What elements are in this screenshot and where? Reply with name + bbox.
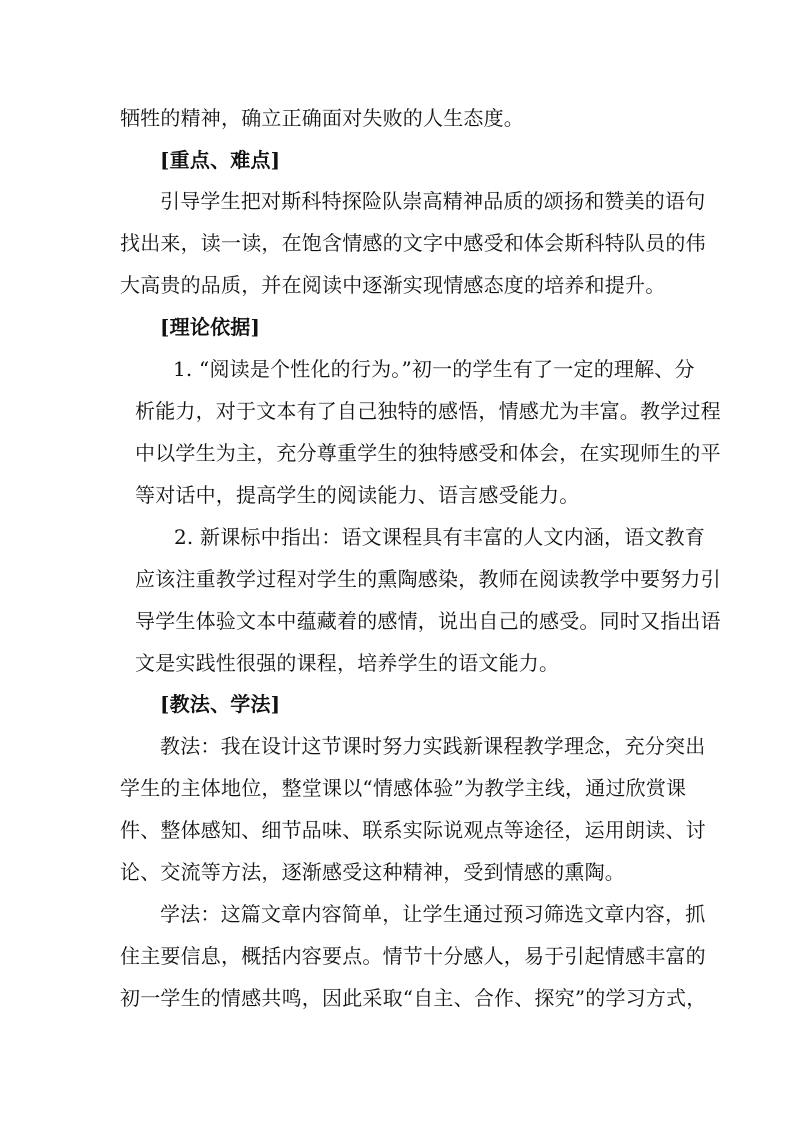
list-item-line: 2. 新课标中指出：语文课程具有丰富的人文内涵，语文教育 — [174, 525, 706, 549]
paragraph-line: 大高贵的品质，并在阅读中逐渐实现情感态度的培养和提升。 — [120, 273, 666, 297]
paragraph-line: 住主要信息，概括内容要点。情节十分感人，易于引起情感丰富的 — [120, 944, 706, 968]
paragraph-line: 论、交流等方法，逐渐感受这种精神，受到情感的熏陶。 — [120, 860, 625, 884]
list-item-line: 1. “阅读是个性化的行为。”初一的学生有了一定的理解、分 — [173, 357, 695, 381]
list-item-line: 等对话中，提高学生的阅读能力、语言感受能力。 — [135, 483, 580, 507]
section-heading-theory-basis: [理论依据] — [160, 315, 261, 339]
paragraph-line: 学生的主体地位，整堂课以“情感体验”为教学主线，通过欣赏课 — [120, 776, 687, 800]
list-item-line: 文是实践性很强的课程，培养学生的语文能力。 — [135, 651, 560, 675]
paragraph-line: 学法：这篇文章内容简单，让学生通过预习筛选文章内容，抓 — [160, 902, 706, 926]
list-item-line: 析能力，对于文本有了自己独特的感悟，情感尤为丰富。教学过程 — [135, 399, 721, 423]
paragraph-line: 引导学生把对斯科特探险队崇高精神品质的颂扬和赞美的语句 — [160, 189, 706, 213]
paragraph-line: 件、整体感知、细节品味、联系实际说观点等途径，运用朗读、讨 — [120, 818, 706, 842]
intro-line: 牺牲的精神，确立正确面对失败的人生态度。 — [120, 106, 524, 130]
paragraph-line: 找出来，读一读，在饱含情感的文字中感受和体会斯科特队员的伟 — [120, 231, 706, 255]
list-item-line: 应该注重教学过程对学生的熏陶感染，教师在阅读教学中要努力引 — [135, 567, 721, 591]
section-heading-key-points: [重点、难点] — [160, 148, 281, 172]
list-item-line: 导学生体验文本中蕴藏着的感情，说出自己的感受。同时又指出语 — [135, 609, 721, 633]
paragraph-line: 教法：我在设计这节课时努力实践新课程教学理念，充分突出 — [160, 734, 706, 758]
paragraph-line: 初一学生的情感共鸣，因此采取“自主、合作、探究”的学习方式， — [120, 986, 707, 1010]
list-item-line: 中以学生为主，充分尊重学生的独特感受和体会，在实现师生的平 — [135, 441, 721, 465]
section-heading-methods: [教法、学法] — [160, 692, 281, 716]
